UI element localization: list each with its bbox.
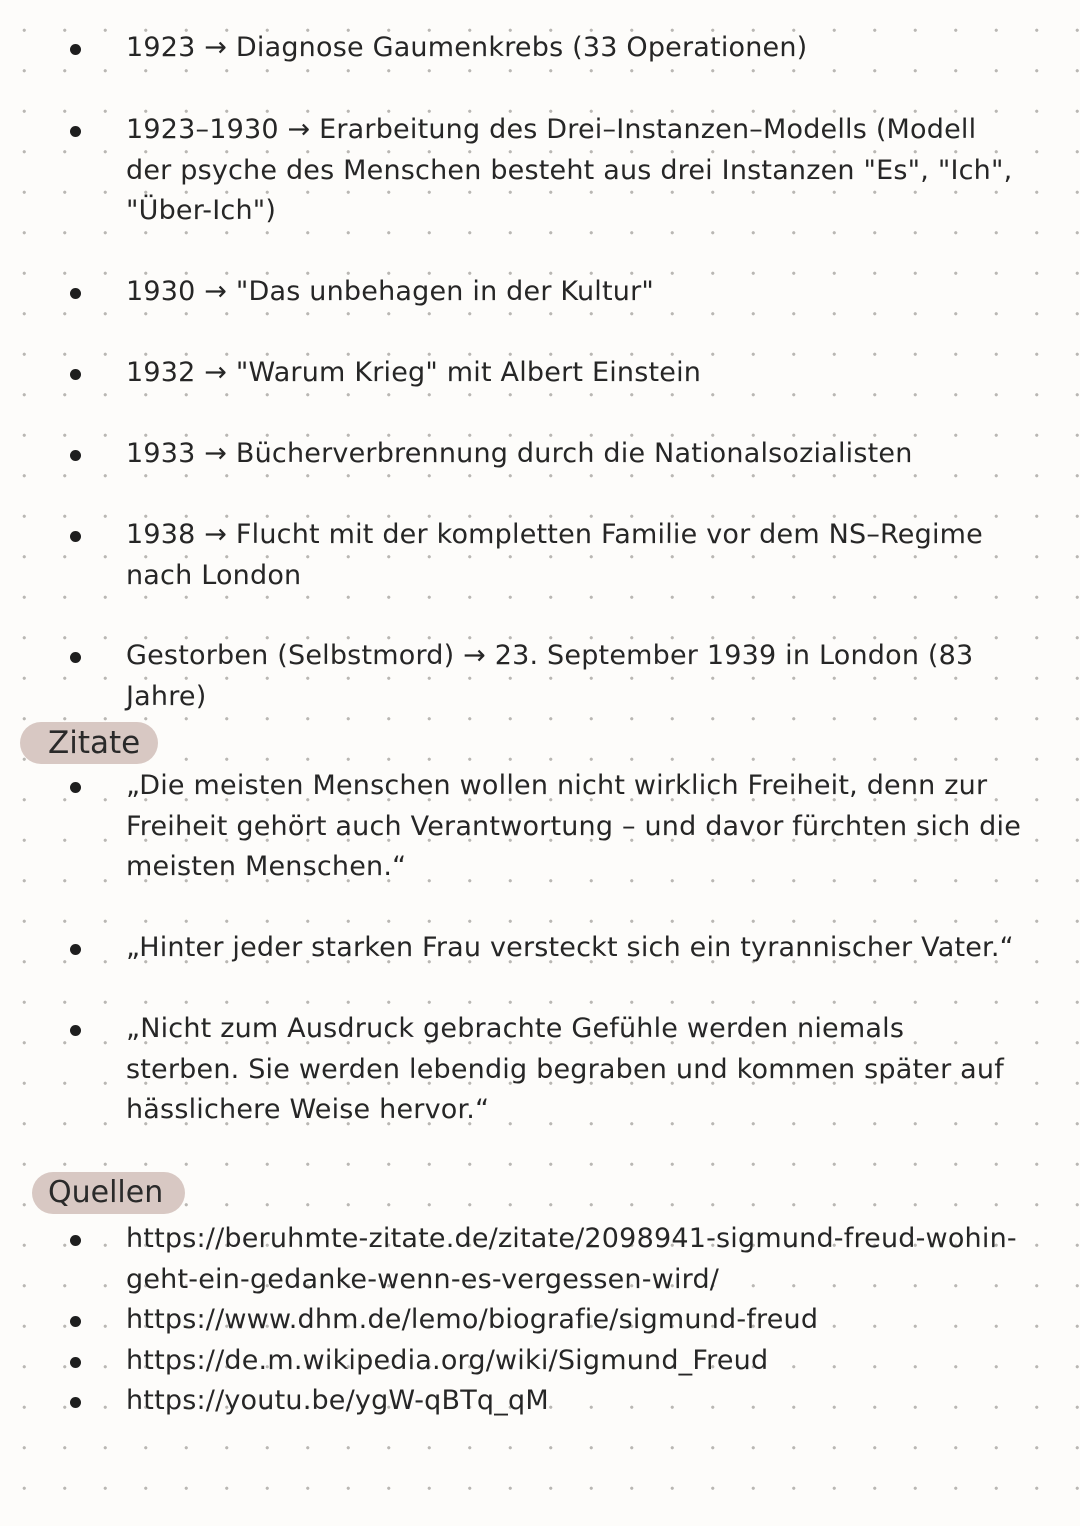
- source-link[interactable]: https://de.m.wikipedia.org/wiki/Sigmund_Freud: [126, 1345, 769, 1376]
- section-heading-quellen: Quellen: [32, 1172, 185, 1214]
- timeline-text: 1923–1930 → Erarbeitung des Drei–Instanzen–Modells (Modell der psyche des Menschen besteht aus drei Instanzen "Es", "Ich", "Über-Ich"): [126, 114, 1022, 226]
- section-heading-zitate: Zitate: [20, 722, 158, 764]
- bullet-dot: [70, 369, 81, 380]
- bullet-dot: [70, 1357, 81, 1368]
- timeline-text: 1938 → Flucht mit der kompletten Familie vor dem NS–Regime nach London: [126, 519, 992, 591]
- bullet-dot: [70, 944, 81, 955]
- source-link[interactable]: https://beruhmte-zitate.de/zitate/2098941-sigmund-freud-wohin-geht-ein-gedanke-wenn-es-vergessen-wird/: [126, 1223, 1017, 1295]
- bullet-dot: [70, 782, 81, 793]
- timeline-text: 1932 → "Warum Krieg" mit Albert Einstein: [126, 357, 702, 388]
- bullet-dot: [70, 126, 81, 137]
- bullet-dot: [70, 450, 81, 461]
- bullet-dot: [70, 1397, 81, 1408]
- bullet-dot: [70, 652, 81, 663]
- timeline-text: 1933 → Bücherverbrennung durch die Nationalsozialisten: [126, 438, 913, 469]
- bullet-dot: [70, 1235, 81, 1246]
- timeline-text: 1923 → Diagnose Gaumenkrebs (33 Operationen): [126, 32, 808, 63]
- timeline-text: 1930 → "Das unbehagen in der Kultur": [126, 276, 655, 307]
- timeline-text: Gestorben (Selbstmord) → 23. September 1939 in London (83 Jahre): [126, 640, 983, 712]
- source-link[interactable]: https://www.dhm.de/lemo/biografie/sigmund-freud: [126, 1304, 819, 1335]
- bullet-dot: [70, 531, 81, 542]
- quote-text: „Die meisten Menschen wollen nicht wirklich Freiheit, denn zur Freiheit gehört auch Verantwortung – und davor fürchten sich die meisten Menschen.“: [126, 770, 1030, 882]
- quote-text: „Nicht zum Ausdruck gebrachte Gefühle werden niemals sterben. Sie werden lebendig begraben und kommen später auf hässlichere Weise hervor.“: [126, 1013, 1013, 1125]
- bullet-dot: [70, 44, 81, 55]
- source-link[interactable]: https://youtu.be/ygW-qBTq_qM: [126, 1385, 549, 1416]
- bullet-dot: [70, 1025, 81, 1036]
- bullet-dot: [70, 1316, 81, 1327]
- quote-text: „Hinter jeder starken Frau versteckt sich ein tyrannischer Vater.“: [126, 932, 1014, 963]
- bullet-dot: [70, 288, 81, 299]
